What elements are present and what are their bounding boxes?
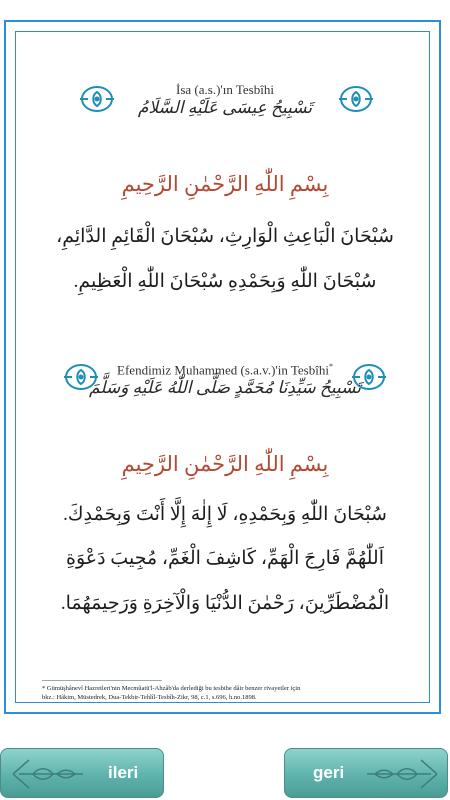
- next-button[interactable]: [0, 748, 164, 798]
- footnote: [42, 684, 412, 702]
- prayer-line: الْمُضْطَرِّينَ، رَحْمٰنَ الدُّنْيَا وَالْآخِرَةِ وَرَحِيمَهُمَا.: [60, 593, 390, 614]
- prev-button-label: geri: [313, 763, 345, 782]
- section-title-muhammed-arabic: تَسْبِيحُ سَيِّدِنَا مُحَمَّدٍ صَلَّى اللّٰهُ عَلَيْهِ وَسَلَّمَ: [89, 378, 361, 397]
- footnote-divider: [42, 680, 162, 681]
- besmele-1: بِسْمِ اللّٰهِ الرَّحْمٰنِ الرَّحِيمِ: [121, 172, 329, 196]
- prayer-line: سُبْحَانَ الْبَاعِثِ الْوَارِثِ، سُبْحَانَ الْقَائِمِ الدَّائِمِ،: [56, 226, 394, 247]
- besmele-2: بِسْمِ اللّٰهِ الرَّحْمٰنِ الرَّحِيمِ: [121, 452, 329, 476]
- section-title-muhammed: [0, 362, 450, 378]
- prayer-line: سُبْحَانَ اللّٰهِ وَبِحَمْدِهِ، لَا إِلٰهَ إِلَّا أَنْتَ وَبِحَمْدِكَ.: [63, 504, 387, 525]
- footnote-mark: *: [328, 362, 333, 371]
- footnote-line: * Gümüşhânevî Hazretleri'nin Mecmûatü'l-Ahzâb'da derlediği bu tesbihe dâir benzer rivayetler için: [42, 685, 301, 692]
- prev-button[interactable]: [284, 748, 448, 798]
- arrow-left-icon: [9, 755, 87, 793]
- section-title-muhammed-text: Efendimiz Muhammed (s.a.v.)'in Tesbîhi: [117, 362, 329, 378]
- next-button-label: ileri: [108, 763, 139, 782]
- arrow-right-icon: [363, 755, 441, 793]
- section-title-isa: İsa (a.s.)'ın Tesbîhi: [176, 82, 274, 97]
- footnote-line: bkz.: Hâkim, Müstedrek, Dua-Tekbir-Tehlîl-Tesbîh-Zikr, 98, c.1, s.696, h.no.1898.: [42, 694, 257, 701]
- prayer-line: اَللّٰهُمَّ فَارِجَ الْهَمِّ، كَاشِفَ الْغَمِّ، مُجِيبَ دَعْوَةِ: [65, 548, 384, 569]
- prayer-line: سُبْحَانَ اللّٰهِ وَبِحَمْدِهِ سُبْحَانَ اللّٰهِ الْعَظِيمِ.: [73, 271, 377, 292]
- section-title-isa-arabic: تَسْبِيحُ عِيسَى عَلَيْهِ السَّلَامُ: [137, 98, 313, 117]
